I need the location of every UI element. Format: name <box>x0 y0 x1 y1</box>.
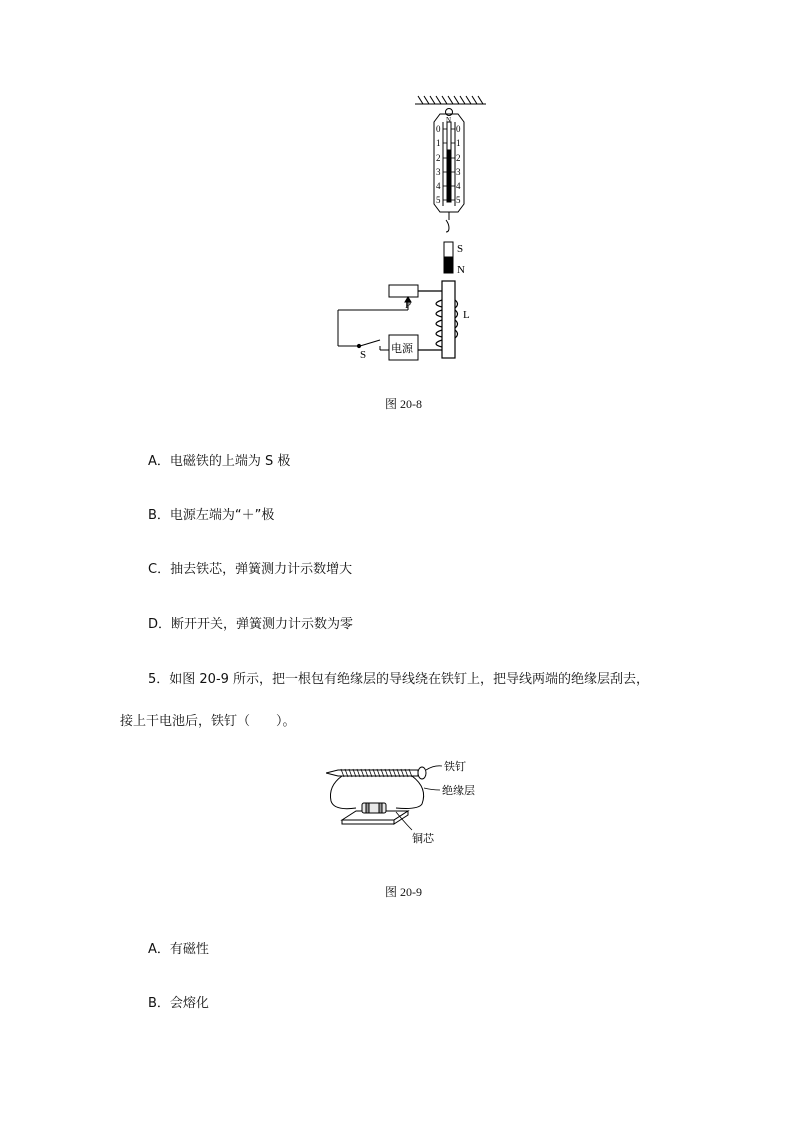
rheostat <box>389 285 418 297</box>
label-nail: 铁钉 <box>444 761 466 773</box>
scale-right-0: 0 <box>456 124 461 134</box>
q4-option-d: D．断开开关，弹簧测力计示数为零 <box>148 617 354 632</box>
slider-p-label: P <box>405 299 412 311</box>
electromagnet <box>418 281 458 358</box>
q4-option-a: A．电磁铁的上端为 S 极 <box>148 454 291 469</box>
scale-right-4: 4 <box>456 181 461 191</box>
scale-right-5: 5 <box>456 195 461 205</box>
bar-magnet <box>444 242 453 273</box>
scale-left-0: 0 <box>436 124 441 134</box>
q5-option-b: B．会熔化 <box>148 996 209 1011</box>
scale-left-5: 5 <box>436 195 441 205</box>
scale-right-2: 2 <box>456 153 461 163</box>
ceiling <box>415 96 486 104</box>
magnet-n-label: N <box>457 264 465 276</box>
magnet-s-label: S <box>457 243 464 255</box>
coil-l-label: L <box>463 309 470 321</box>
q4-option-b: B．电源左端为“＋”极 <box>148 508 275 523</box>
figure-20-8-caption: 图 20-8 <box>385 397 422 411</box>
scale-top-n: N <box>446 116 452 124</box>
power-supply-label: 电源 <box>391 343 413 355</box>
figure-20-9-caption: 图 20-9 <box>385 885 422 899</box>
switch-s-label: S <box>360 349 367 361</box>
q4-option-c: C．抽去铁芯，弹簧测力计示数增大 <box>148 562 353 577</box>
scale-right-3: 3 <box>456 167 461 177</box>
q5-option-a: A．有磁性 <box>148 942 209 957</box>
scale-left-2: 2 <box>436 153 441 163</box>
label-copper: 铜芯 <box>412 833 434 845</box>
scale-right-1: 1 <box>456 138 461 148</box>
label-insulation: 绝缘层 <box>442 785 475 797</box>
figure-20-9 <box>326 756 476 851</box>
scale-left-3: 3 <box>436 167 441 177</box>
scale-left-1: 1 <box>436 138 441 148</box>
scale-left-4: 4 <box>436 181 441 191</box>
figure-20-8 <box>320 92 500 374</box>
q5-stem-line2: 接上干电池后，铁钉（ ）。 <box>120 714 296 729</box>
battery <box>342 803 408 824</box>
q5-stem-line1: 5．如图 20-9 所示，把一根包有绝缘层的导线绕在铁钉上，把导线两端的绝缘层刮去， <box>148 672 650 687</box>
